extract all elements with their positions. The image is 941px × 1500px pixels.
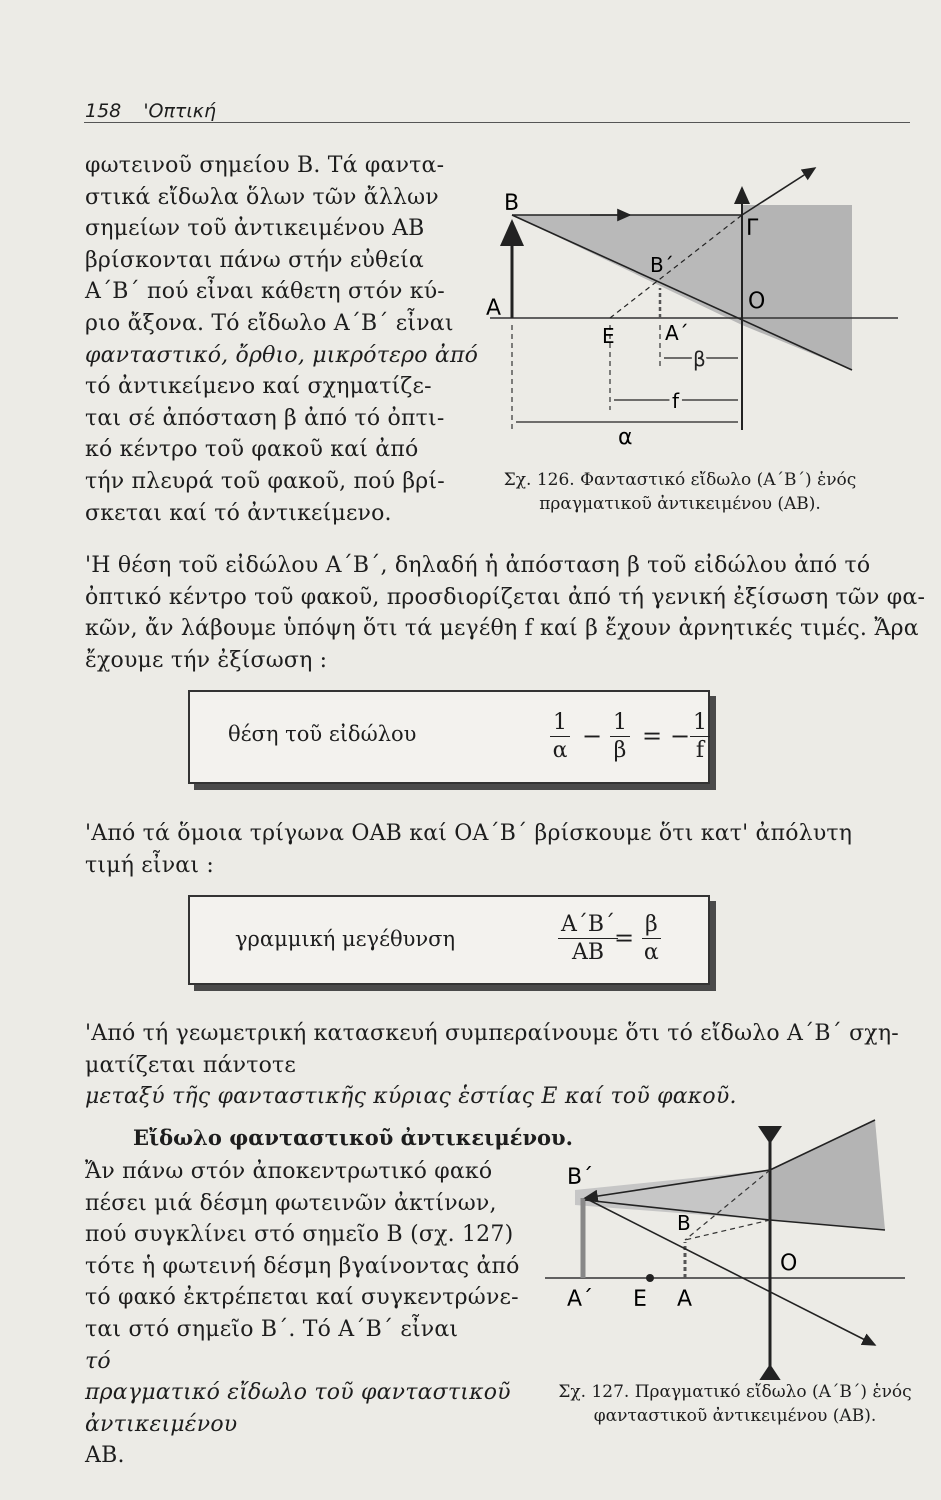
text-line: φανταστικό, ὄρθιο, μικρότερο ἀπό bbox=[85, 342, 479, 368]
header-rule bbox=[84, 122, 910, 123]
label-A: Α bbox=[677, 1287, 693, 1312]
equals-sign: = bbox=[614, 924, 635, 952]
page-number: 158 bbox=[85, 100, 122, 122]
running-title: 'Οπτική bbox=[143, 100, 217, 122]
text-line: κῶν, ἄν λάβουμε ὑπόψη ὅτι τά μεγέθη f καί β ἔχουν ἀρνητικές τιμές. Ἄρα bbox=[85, 616, 919, 642]
figure-126-caption bbox=[490, 468, 870, 516]
caption-line: Σχ. 126. Φανταστικό εἴδωλο (Α΄Β΄) ἑνός bbox=[503, 470, 857, 490]
label-Bp: Β΄ bbox=[567, 1165, 594, 1190]
minus-sign: − bbox=[670, 722, 691, 750]
figure-127-caption bbox=[545, 1380, 925, 1428]
text-line: τό φακό ἐκτρέπεται καί συγκεντρώνε- bbox=[85, 1285, 519, 1311]
label-E: Ε bbox=[602, 324, 615, 348]
text-line: 'Από τά ὅμοια τρίγωνα ΟΑΒ καί ΟΑ΄Β΄ βρίσκουμε ὅτι κατ' ἀπόλυτη bbox=[85, 821, 853, 846]
text-line: Α΄Β΄ πού εἶναι κάθετη στόν κύ- bbox=[85, 279, 445, 305]
fraction-1-over-alpha: $\frac{1}{\alpha}$ bbox=[550, 710, 570, 765]
label-Ap: Α΄ bbox=[665, 321, 689, 345]
text-line: ἔχουμε τήν ἐξίσωση : bbox=[85, 647, 328, 673]
text-line: ριο ἄξονα. Τό εἴδωλο Α΄Β΄ εἶναι bbox=[85, 310, 454, 336]
label-alpha: α bbox=[618, 425, 633, 450]
label-A: Α bbox=[486, 296, 502, 321]
text-line: τότε ἡ φωτεινή δέσμη βγαίνοντας ἀπό bbox=[85, 1253, 520, 1279]
label-Bp: Β΄ bbox=[650, 253, 674, 277]
paragraph-3 bbox=[85, 818, 915, 881]
section-title: Εἴδωλο φανταστικοῦ ἀντικειμένου. bbox=[133, 1125, 573, 1150]
formula-label: θέση τοῦ εἰδώλου bbox=[228, 722, 417, 746]
caption-line: Σχ. 127. Πραγματικό εἴδωλο (Α΄Β΄) ἑνός bbox=[558, 1382, 912, 1402]
caption-line: πραγματικοῦ ἀντικειμένου (ΑΒ). bbox=[539, 494, 821, 514]
text-line: τό ἀντικείμενο καί σχηματίζε- bbox=[85, 374, 432, 400]
text-line: πραγματικό εἴδωλο τοῦ φανταστικοῦ bbox=[85, 1380, 511, 1406]
text-line: ἀντικειμένου ΑΒ. bbox=[85, 1411, 238, 1469]
text-line: ται σέ ἀπόσταση β ἀπό τό ὀπτι- bbox=[85, 405, 445, 431]
figure-127-diagram bbox=[545, 1110, 915, 1380]
minus-sign: − bbox=[582, 722, 603, 750]
text-line: πέσει μιά δέσμη φωτεινῶν ἀκτίνων, bbox=[85, 1190, 497, 1216]
text-line: ματίζεται πάντοτε μεταξύ τῆς φανταστικῆς κύριας ἑστίας Ε καί τοῦ φακοῦ. bbox=[85, 1052, 737, 1110]
text-line: 'Από τή γεωμετρική κατασκευή συμπεραίνουμε ὅτι τό εἴδωλο Α΄Β΄ σχη- bbox=[85, 1021, 899, 1046]
paragraph-4 bbox=[85, 1018, 915, 1113]
lens-bottom-marker bbox=[758, 1364, 782, 1380]
label-f: f bbox=[672, 389, 680, 413]
fraction-ApBp-over-AB: $\frac{A΄B΄}{AB}$ bbox=[558, 912, 618, 967]
focal-point-E bbox=[646, 1274, 654, 1282]
label-E: Ε bbox=[633, 1287, 647, 1312]
lens-top-marker bbox=[758, 1126, 782, 1144]
label-Ap: Α΄ bbox=[567, 1287, 594, 1312]
text-line: σημείων τοῦ ἀντικειμένου ΑΒ bbox=[85, 216, 425, 242]
fraction-beta-over-alpha: $\frac{\beta}{\alpha}$ bbox=[643, 912, 659, 965]
text-line: τιμή εἶναι : bbox=[85, 852, 214, 878]
text-line: κό κέντρο τοῦ φακοῦ καί ἀπό bbox=[85, 437, 419, 463]
page-header bbox=[85, 100, 216, 122]
text-line: στικά εἴδωλα ὅλων τῶν ἄλλων bbox=[85, 184, 439, 210]
formula-box-magnification bbox=[188, 895, 710, 985]
label-beta: β bbox=[693, 347, 706, 371]
text-line: πού συγκλίνει στό σημεῖο Β (σχ. 127) bbox=[85, 1222, 514, 1248]
text-line: τήν πλευρά τοῦ φακοῦ, πού βρί- bbox=[85, 468, 445, 494]
text-line: ται στό σημεῖο Β΄. Τό Α΄Β΄ εἶναι τό bbox=[85, 1316, 459, 1374]
paragraph-1 bbox=[85, 150, 479, 529]
label-O: Ο bbox=[780, 1251, 798, 1276]
text-line: φωτεινοῦ σημείου Β. Τά φαντα- bbox=[85, 153, 445, 178]
label-B: Β bbox=[677, 1211, 691, 1235]
label-Gamma: Γ bbox=[746, 216, 759, 241]
equals-sign: = bbox=[642, 722, 663, 750]
shaded-incoming-beam bbox=[770, 1120, 885, 1230]
fraction-1-over-beta: $\frac{1}{\beta}$ bbox=[610, 710, 630, 765]
paragraph-2 bbox=[85, 550, 926, 676]
text-line: βρίσκονται πάνω στήν εὐθεία bbox=[85, 247, 424, 273]
formula-label: γραμμική μεγέθυνση bbox=[235, 927, 456, 951]
text-line: ὀπτικό κέντρο τοῦ φακοῦ, προσδιορίζεται ἀπό τή γενική ἐξίσωση τῶν φα- bbox=[85, 584, 926, 610]
label-O: Ο bbox=[748, 289, 766, 314]
label-B: Β bbox=[504, 191, 520, 216]
text-line: Ἄν πάνω στόν ἀποκεντρωτικό φακό bbox=[85, 1159, 493, 1184]
caption-line: φανταστικοῦ ἀντικειμένου (ΑΒ). bbox=[593, 1406, 877, 1426]
formula-box-image-position bbox=[188, 690, 710, 784]
figure-126-diagram bbox=[480, 160, 910, 460]
paragraph-5 bbox=[85, 1156, 525, 1472]
text-line: σκεται καί τό ἀντικείμενο. bbox=[85, 500, 392, 526]
fraction-1-over-f: $\frac{1}{f}$ bbox=[690, 710, 710, 765]
text-line: 'Η θέση τοῦ εἰδώλου Α΄Β΄, δηλαδή ἡ ἀπόσταση β τοῦ εἰδώλου ἀπό τό bbox=[85, 553, 871, 578]
